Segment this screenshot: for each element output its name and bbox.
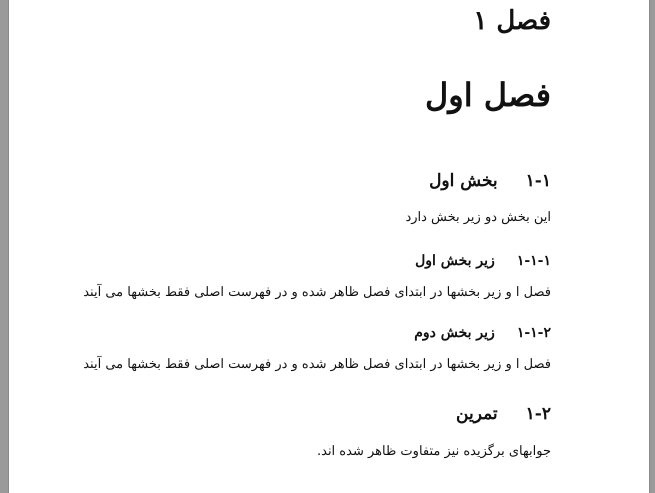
section-heading-1	[429, 169, 551, 193]
subsection-title-1: زیر بخش اول	[415, 253, 495, 269]
section-2-paragraph: جوابهای برگزیده نیز متفاوت ظاهر شده اند.	[316, 444, 551, 459]
section-title-2: تمرین	[456, 404, 498, 424]
subsection-heading-1	[415, 250, 551, 272]
subsection-title-2: زیر بخش دوم	[414, 325, 495, 341]
subsection-number-1: ۱-۱-۱	[516, 253, 551, 269]
section-heading-2	[456, 402, 551, 426]
subsection-number-2: ۱-۱-۲	[516, 325, 551, 341]
section-title-1: بخش اول	[429, 171, 498, 191]
document-page	[8, 0, 650, 493]
section-number-1: ۱-۱	[525, 171, 551, 191]
section-1-paragraph: این بخش دو زیر بخش دارد	[405, 210, 551, 225]
subsection-1-paragraph: فصل ا و زیر بخشها در ابتدای فصل ظاهر شده و در فهرست اصلی فقط بخشها می آیند	[83, 285, 551, 300]
subsection-heading-2	[414, 322, 551, 344]
chapter-label: فصل ۱	[473, 6, 551, 36]
chapter-title: فصل اول	[424, 76, 551, 114]
subsection-2-paragraph: فصل ا و زیر بخشها در ابتدای فصل ظاهر شده و در فهرست اصلی فقط بخشها می آیند	[83, 357, 551, 372]
section-number-2: ۱-۲	[525, 404, 551, 424]
